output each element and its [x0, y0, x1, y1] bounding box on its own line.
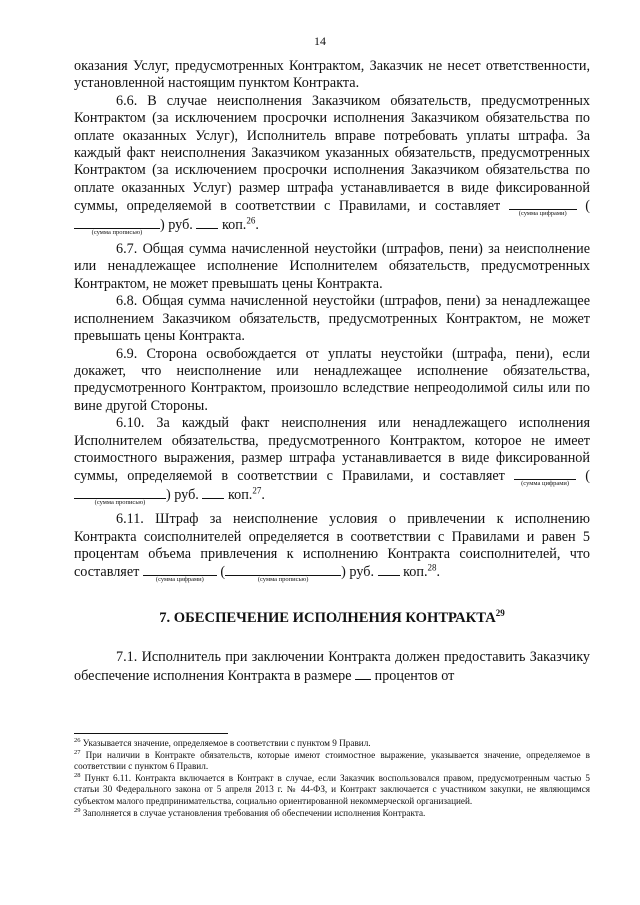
paragraph-7-1-start: 7.1. Исполнитель при заключении Контракта должен предоставить Заказчику обеспечение исполнения Контракта в размере — [74, 649, 590, 684]
rub-label: ) руб. — [160, 216, 193, 233]
rub-label: ) руб. — [341, 564, 375, 581]
kop-blank-6-11[interactable] — [378, 563, 400, 576]
caption-digits: (сумма цифрами) — [518, 210, 567, 218]
paragraph-intro: оказания Услуг, предусмотренных Контрактом, Заказчик не несет ответственности, установленной настоящим пунктом Контракта. — [74, 58, 590, 92]
footnote-ref-26[interactable]: 26 — [246, 214, 256, 225]
paragraph-6-10-text: 6.10. За каждый факт неисполнения или ненадлежащего исполнения Исполнителем обязательства, предусмотренного Контрактом, которое не имеет стоимостного выражения, размер штрафа устанавливается в виде фиксированной суммы, определяемой в соответствии с Правилами, и составляет — [74, 415, 590, 485]
footnotes — [74, 738, 590, 819]
amount-digits-blank-6-11[interactable] — [143, 563, 217, 584]
footnote-ref-27[interactable]: 27 — [252, 485, 262, 496]
kop-label: коп. — [403, 564, 428, 581]
paragraph-6-9: 6.9. Сторона освобождается от уплаты неустойки (штрафа, пени), если докажет, что неисполнение или ненадлежащее исполнение обязательства, предусмотренного Контрактом, произошло вследствие непреодолимой силы или по вине другой Стороны. — [74, 345, 590, 414]
paragraph-6-11-text: 6.11. Штраф за неисполнение условия о привлечении к исполнению Контракта соисполнителей определяется в соответствии с Правилами и равен 5 процентам объема привлечения к исполнению Контракта соисполнителей, что составляет — [74, 511, 590, 581]
paragraph-6-11: 6.11. Штраф за неисполнение условия о привлечении к исполнению Контракта соисполнителей определяется в соответствии с Правилами и равен 5 процентам объема привлечения к исполнению Контракта соисполнителей, что составляет (сумма цифрами) ( (сумма прописью) ) руб. коп.$^{28}$. — [74, 511, 590, 584]
footnote-number: 28 — [74, 771, 81, 779]
footnote-29 — [74, 808, 590, 820]
footnote-28 — [74, 773, 590, 808]
footnote-number: 27 — [74, 748, 81, 756]
open-paren: ( — [585, 468, 591, 485]
footnote-27 — [74, 750, 590, 773]
amount-digits-blank-6-10[interactable] — [514, 467, 576, 488]
kop-label: коп. — [221, 216, 247, 233]
open-paren: ( — [220, 564, 226, 581]
footnote-26 — [74, 738, 590, 750]
rub-label: ) руб. — [166, 486, 199, 503]
paragraph-7-1 — [74, 649, 590, 685]
percent-blank[interactable] — [355, 667, 371, 680]
amount-words-blank-6-6[interactable] — [74, 216, 160, 236]
paragraph-6-6: 6.6. В случае неисполнения Заказчиком обязательств, предусмотренных Контрактом (за исключением просрочки исполнения Заказчиком обязательства по оплате оказанных Услуг), Исполнитель вправе потребовать уплаты штрафа. За каждый факт неисполнения Заказчиком указанных обязательств, предусмотренных Контрактом (за исключением просрочки исполнения Заказчиком обязательства по оплате оказанных Услуг) размер штрафа устанавливается в виде фиксированной суммы, определяемой в соответствии с Правилами, и составляет (сумма цифрами) ( (сумма прописью) ) руб. коп.$^{26}$. — [74, 92, 591, 236]
paragraph-6-10: 6.10. За каждый факт неисполнения или ненадлежащего исполнения Исполнителем обязательства, предусмотренного Контрактом, которое не имеет стоимостного выражения, размер штрафа устанавливается в виде фиксированной суммы, определяемой в соответствии с Правилами, и составляет (сумма цифрами) ( (сумма прописью) ) руб. коп.$^{27}$. — [74, 415, 591, 506]
amount-words-blank-6-10[interactable] — [74, 486, 166, 506]
kop-blank-6-6[interactable] — [196, 216, 218, 229]
section-7-heading — [74, 607, 590, 627]
paragraph-6-6-text: 6.6. В случае неисполнения Заказчиком обязательств, предусмотренных Контрактом (за исключением просрочки исполнения Заказчиком обязательства по оплате оказанных Услуг), Исполнитель вправе потребовать уплаты штрафа. За каждый факт неисполнения Заказчиком указанных обязательств, предусмотренных Контрактом (за исключением просрочки исполнения Заказчиком обязательства по оплате оказанных Услуг) размер штрафа устанавливается в виде фиксированной суммы, определяемой в соответствии с Правилами, и составляет — [74, 92, 590, 215]
footnote-number: 26 — [74, 736, 81, 744]
caption-digits: (сумма цифрами) — [521, 480, 570, 488]
footnote-number: 29 — [74, 806, 81, 814]
footnote-27-text: При наличии в Контракте обязательств, которые имеют стоимостное выражение, указывается значение, определяемое в соответствии с пунктом 6 Правил. — [74, 749, 591, 772]
footnote-divider — [74, 733, 228, 734]
footnote-ref-28[interactable]: 28 — [427, 562, 437, 573]
footnote-ref-29[interactable]: 29 — [495, 607, 505, 618]
caption-words: (сумма прописью) — [91, 228, 143, 236]
amount-digits-blank-6-6[interactable] — [509, 197, 577, 218]
footnote-29-text: Заполняется в случае установления требования об обеспечении исполнения Контракта. — [82, 807, 426, 818]
caption-words: (сумма прописью) — [257, 576, 309, 584]
open-paren: ( — [585, 198, 591, 215]
footnote-28-text: Пункт 6.11. Контракта включается в Контракт в случае, если Заказчик воспользовался правом, предусмотренным частью 5 статьи 30 Федерального закона от 5 апреля 2013 г. № 44-ФЗ, и Контракт заключается с участником закупки, не являющимся субъектом малого предпринимательства, социально ориентированной некоммерческой организацией. — [74, 772, 590, 806]
paragraph-7-1-end: процентов от — [374, 667, 455, 684]
caption-words: (сумма прописью) — [94, 498, 146, 506]
paragraph-6-8: 6.8. Общая сумма начисленной неустойки (штрафов, пени) за ненадлежащее исполнением Заказчиком обязательств, предусмотренных Контрактом, не может превышать цены Контракта. — [74, 293, 590, 345]
amount-words-blank-6-11[interactable] — [225, 563, 341, 584]
footnote-26-text: Указывается значение, определяемое в соответствии с пунктом 9 Правил. — [82, 738, 371, 748]
contract-body — [74, 58, 590, 685]
caption-digits: (сумма цифрами) — [155, 576, 204, 584]
page-number: 14 — [314, 34, 326, 48]
section-7-title: 7. ОБЕСПЕЧЕНИЕ ИСПОЛНЕНИЯ КОНТРАКТА — [159, 609, 496, 626]
kop-label: коп. — [227, 486, 253, 503]
paragraph-6-7: 6.7. Общая сумма начисленной неустойки (штрафов, пени) за неисполнение или ненадлежащее исполнение Исполнителем обязательств, предусмотренных Контрактом, не может превышать цены Контракта. — [74, 241, 590, 292]
kop-blank-6-10[interactable] — [202, 486, 224, 499]
